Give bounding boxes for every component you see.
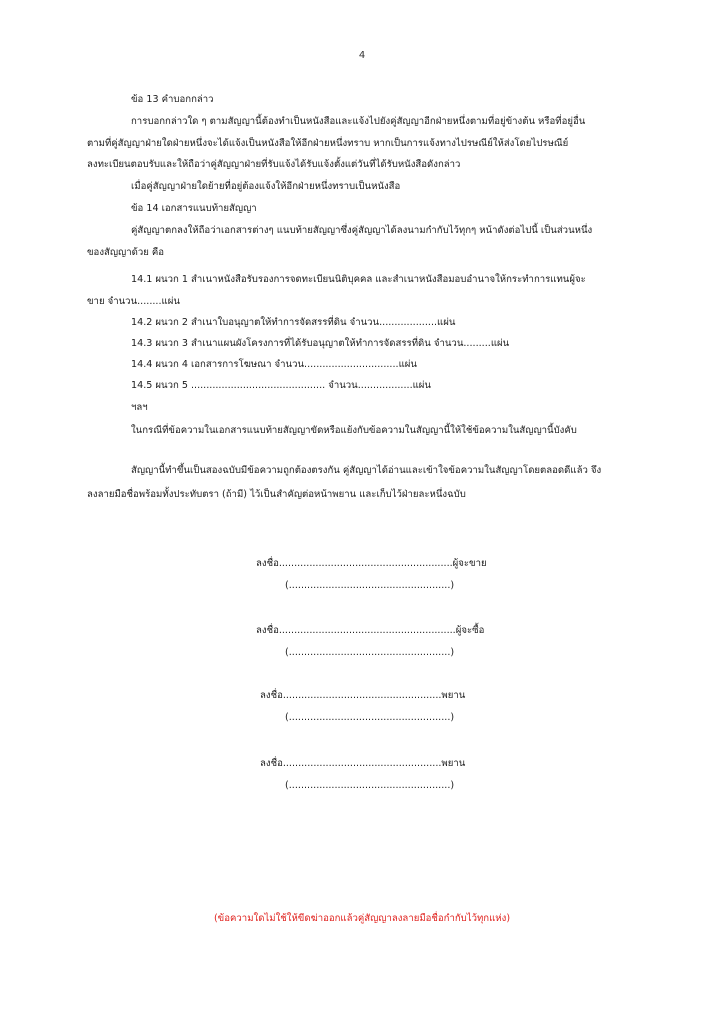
footer-note: (ข้อความใดไม่ใช้ให้ขีดฆ่าออกแล้วคู่สัญญาลงลายมือชื่อกำกับไว้ทุกแห่ง): [213, 913, 511, 924]
annex-item: 14.1 ผนวก 1 สำเนาหนังสือรับรองการจดทะเบียนนิติบุคคล และสำเนาหนังสือมอบอำนาจให้กระทำการแทนผู้จะ: [131, 274, 586, 285]
annex-item: 14.5 ผนวก 5 ............................................ จำนวน..................แผ่น: [131, 380, 431, 391]
clause-13-text-line: การบอกกล่าวใด ๆ ตามสัญญานี้ต้องทำเป็นหนังสือและแจ้งไปยังคู่สัญญาอีกฝ่ายหนึ่งตามที่อยู่ข้างต้น หรือที่อยู่อื่น: [131, 116, 586, 127]
buyer-name-line: (.....................................................): [285, 647, 455, 658]
witness-name-line: (.....................................................): [285, 780, 455, 791]
seller-signature-line: ลงชื่อ.........................................................ผู้จะขาย: [256, 558, 487, 569]
seller-name-line: (.....................................................): [285, 580, 455, 591]
clause-14-text-line: คู่สัญญาตกลงให้ถือว่าเอกสารต่างๆ แนบท้ายสัญญาซึ่งคู่สัญญาได้ลงนามกำกับไว้ทุกๆ หน้าดังต่อไปนี้ เป็นส่วนหนึ่ง: [131, 225, 593, 236]
annex-item: 14.3 ผนวก 3 สำเนาแผนผังโครงการที่ได้รับอนุญาตให้ทำการจัดสรรที่ดิน จำนวน.........แผ่น: [131, 338, 510, 349]
clause-14-text-line: ของสัญญาด้วย คือ: [87, 247, 165, 258]
closing-text-line: สัญญานี้ทำขึ้นเป็นสองฉบับมีข้อความถูกต้องตรงกัน คู่สัญญาได้อ่านและเข้าใจข้อความในสัญญาโดยตลอดดีแล้ว จึง: [131, 465, 602, 476]
conflict-clause: ในกรณีที่ข้อความในเอกสารแนบท้ายสัญญาขัดหรือแย้งกับข้อความในสัญญานี้ให้ใช้ข้อความในสัญญานี้บังคับ: [131, 425, 577, 436]
etc-mark: ฯลฯ: [131, 402, 148, 413]
clause-13-text-line: ตามที่คู่สัญญาฝ่ายใดฝ่ายหนึ่งจะได้แจ้งเป็นหนังสือให้อีกฝ่ายหนึ่งทราบ หากเป็นการแจ้งทางไปรษณีย์ให้ส่งโดยไปรษณีย์: [87, 138, 569, 149]
closing-text-line: ลงลายมือชื่อพร้อมทั้งประทับตรา (ถ้ามี) ไว้เป็นสำคัญต่อหน้าพยาน และเก็บไว้ฝ่ายละหนึ่งฉบับ: [87, 489, 466, 500]
clause-13-title: ข้อ 13 คำบอกกล่าว: [131, 94, 214, 105]
annex-item: 14.4 ผนวก 4 เอกสารการโฆษณา จำนวน...............................แผ่น: [131, 359, 417, 370]
witness-name-line: (.....................................................): [285, 712, 455, 723]
annex-item: ขาย จำนวน........แผ่น: [87, 296, 180, 307]
buyer-signature-line: ลงชื่อ..........................................................ผู้จะซื้อ: [256, 625, 485, 636]
clause-13-text-line: เมื่อคู่สัญญาฝ่ายใดย้ายที่อยู่ต้องแจ้งให้อีกฝ่ายหนึ่งทราบเป็นหนังสือ: [131, 181, 401, 192]
witness-signature-line: ลงชื่อ....................................................พยาน: [260, 690, 466, 701]
clause-13-text-line: ลงทะเบียนตอบรับและให้ถือว่าคู่สัญญาฝ่ายที่รับแจ้งได้รับแจ้งตั้งแต่วันที่ได้รับหนังสือดังกล่าว: [87, 159, 461, 170]
witness-signature-line: ลงชื่อ....................................................พยาน: [260, 758, 466, 769]
clause-14-title: ข้อ 14 เอกสารแนบท้ายสัญญา: [131, 203, 257, 214]
page-number: 4: [358, 50, 366, 61]
annex-item: 14.2 ผนวก 2 สำเนาใบอนุญาตให้ทำการจัดสรรที่ดิน จำนวน...................แผ่น: [131, 317, 456, 328]
